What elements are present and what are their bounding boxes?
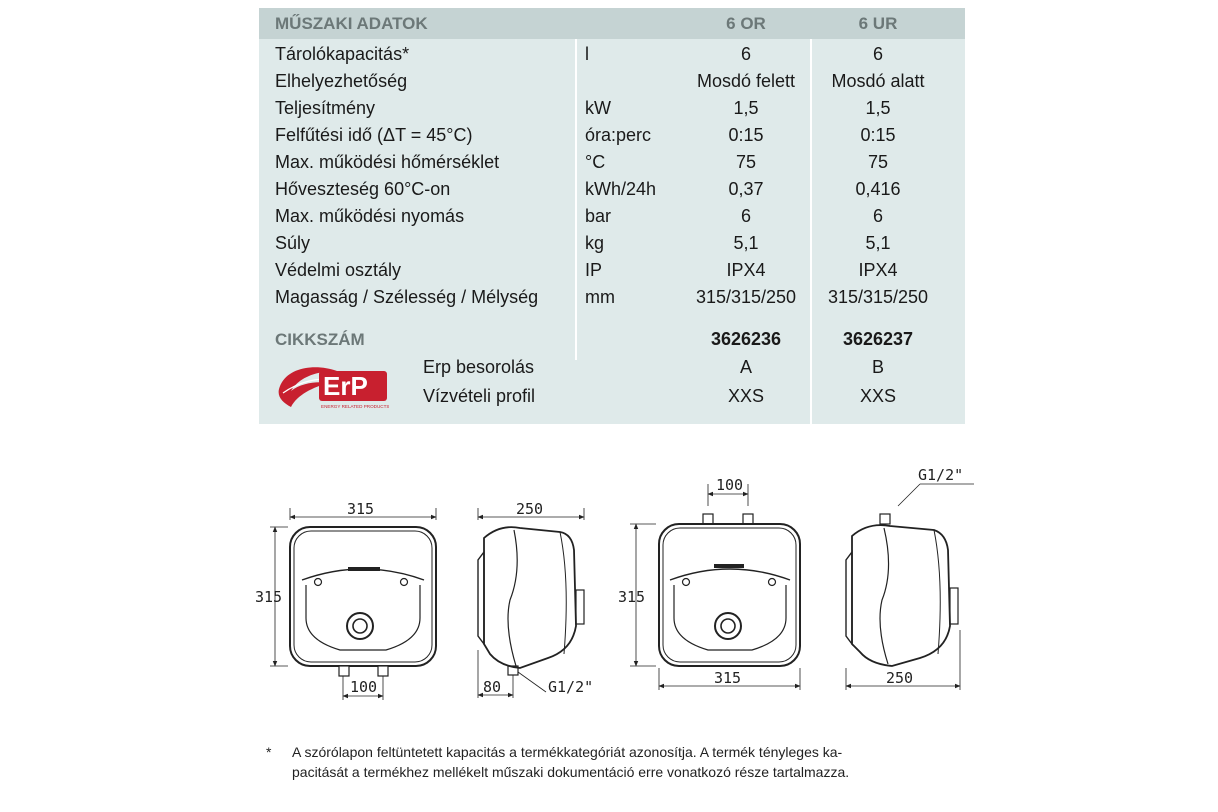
dim-thread-6or: G1/2": [548, 678, 594, 696]
erp-value-6or: A: [739, 357, 752, 377]
erp-row-label: Erp besorolás: [423, 357, 535, 377]
table-row: [259, 230, 965, 257]
table-row: [259, 257, 965, 284]
row-value-6or: 6: [740, 206, 751, 226]
row-value-6or: 1,5: [733, 98, 759, 118]
row-unit: kg: [585, 233, 605, 253]
row-label: Súly: [275, 233, 311, 253]
header-row: [259, 10, 965, 37]
row-value-6ur: 0,416: [855, 179, 901, 199]
row-unit: °C: [585, 152, 606, 172]
row-unit: l: [585, 44, 589, 64]
row-unit: mm: [585, 287, 615, 307]
dim-depth-6or: 250: [516, 500, 544, 518]
row-unit: bar: [585, 206, 612, 226]
dim-depth-6ur: 250: [886, 669, 914, 687]
erp-row-label: Vízvételi profil: [423, 386, 536, 406]
row-value-6or: 0,37: [728, 179, 764, 199]
row-value-6ur: 315/315/250: [827, 287, 929, 307]
footnote-line-1: A szórólapon feltüntetett kapacitás a termékkategóriát azonosítja. A termék tényleges ka-: [292, 744, 843, 760]
row-value-6ur: 6: [872, 206, 883, 226]
table-row: [259, 203, 965, 230]
spec-table: [259, 8, 965, 424]
erp-value-6ur: XXS: [859, 386, 897, 406]
table-row: [259, 68, 965, 95]
table-row: [259, 284, 965, 311]
row-value-6or: 5,1: [733, 233, 759, 253]
table-row: [259, 41, 965, 68]
column-header-6ur: 6 UR: [858, 14, 898, 33]
row-value-6ur: 75: [867, 152, 889, 172]
row-value-6or: Mosdó felett: [696, 71, 796, 91]
front-view-6ur: [630, 484, 800, 690]
row-value-6or: 315/315/250: [695, 287, 797, 307]
footnote-line-2: pacitását a termékhez mellékelt műszaki dokumentáció erre vonatkozó része tartalmazza.: [292, 764, 850, 780]
row-label: Magasság / Szélesség / Mélység: [275, 287, 539, 307]
row-value-6or: 0:15: [728, 125, 764, 145]
row-unit: óra:perc: [585, 125, 652, 145]
dim-offset-6or: 80: [483, 678, 502, 696]
side-view-6ur: [846, 484, 974, 690]
erp-logo-text: ErP: [323, 371, 368, 401]
dim-width-6or: 315: [347, 500, 375, 518]
table-row: [259, 122, 965, 149]
row-label: Tárolókapacitás*: [275, 44, 410, 64]
row-label: Teljesítmény: [275, 98, 376, 118]
cikkszam-row: [259, 326, 965, 353]
row-label: Max. működési hőmérséklet: [275, 152, 500, 172]
row-value-6ur: 0:15: [860, 125, 896, 145]
erp-value-6ur: B: [871, 357, 884, 377]
row-value-6or: 75: [735, 152, 757, 172]
row-value-6ur: 1,5: [865, 98, 891, 118]
row-value-6ur: 5,1: [865, 233, 891, 253]
column-header-6or: 6 OR: [726, 14, 766, 33]
row-label: Védelmi osztály: [275, 260, 402, 280]
dim-height-6or: 315: [255, 588, 283, 606]
dim-width-6ur: 315: [714, 669, 742, 687]
erp-logo-subtext: ENERGY RELATED PRODUCTS: [321, 404, 389, 409]
erp-value-6or: XXS: [727, 386, 765, 406]
row-unit: kWh/24h: [585, 179, 657, 199]
row-value-6or: 6: [740, 44, 751, 64]
dim-height-6ur: 315: [618, 588, 646, 606]
row-value-6ur: Mosdó alatt: [831, 71, 925, 91]
cikkszam-6ur: 3626237: [842, 329, 914, 349]
row-label: Elhelyezhetőség: [275, 71, 408, 91]
cikkszam-6or: 3626236: [710, 329, 782, 349]
erp-logo: [277, 361, 389, 411]
row-label: Felfűtési idő (ΔT = 45°C): [275, 125, 473, 145]
dim-pipe-spacing-6or: 100: [350, 678, 378, 696]
table-row: [259, 149, 965, 176]
row-label: Max. működési nyomás: [275, 206, 465, 226]
row-value-6ur: IPX4: [858, 260, 898, 280]
technical-drawings: [0, 440, 1218, 720]
side-view-6or: [478, 508, 584, 698]
row-value-6ur: 6: [872, 44, 883, 64]
table-title: MŰSZAKI ADATOK: [275, 14, 428, 33]
row-unit: kW: [585, 98, 611, 118]
front-view-6or: [270, 508, 436, 700]
row-value-6or: IPX4: [726, 260, 766, 280]
cikkszam-label: CIKKSZÁM: [275, 330, 365, 349]
dim-pipe-spacing-6ur: 100: [716, 476, 744, 494]
table-row: [259, 176, 965, 203]
row-label: Hőveszteség 60°C-on: [275, 179, 451, 199]
dim-thread-6ur: G1/2": [918, 466, 964, 484]
footnote-marker: *: [266, 744, 272, 760]
row-unit: IP: [585, 260, 603, 280]
table-row: [259, 95, 965, 122]
